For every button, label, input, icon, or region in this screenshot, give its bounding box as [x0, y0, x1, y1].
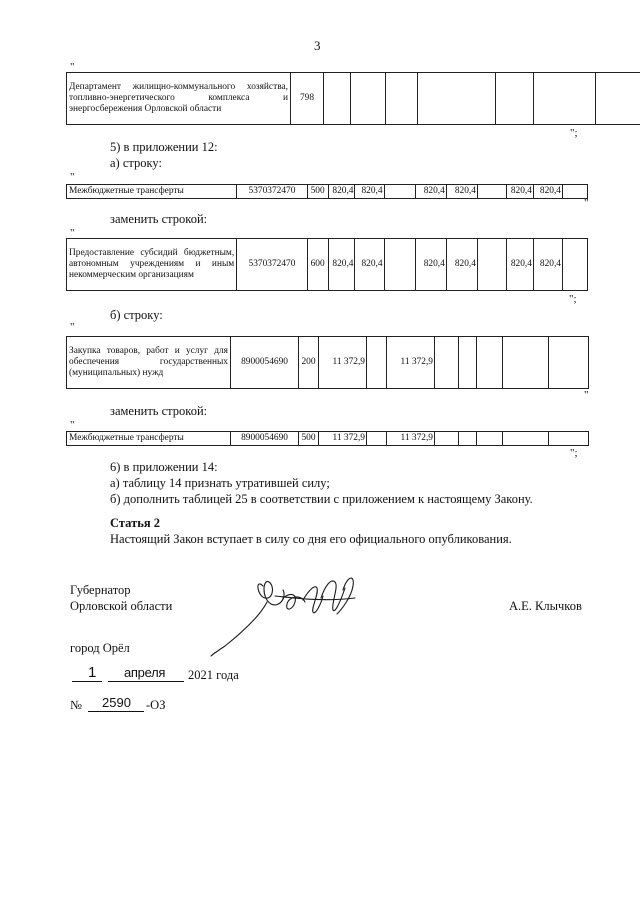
- row-value: 820,4: [533, 239, 562, 291]
- row-name: Межбюджетные трансферты: [67, 432, 231, 446]
- table-row: [67, 185, 588, 199]
- section5-replace-label-b: заменить строкой:: [110, 404, 208, 418]
- row-name: Межбюджетные трансферты: [67, 185, 237, 199]
- row-value: 820,4: [446, 185, 477, 199]
- table-row: [67, 239, 588, 291]
- row-value: 11 372,9: [387, 337, 435, 389]
- row-value: 820,4: [355, 239, 384, 291]
- close-quote: ";: [570, 127, 578, 139]
- section5-replace-label: заменить строкой:: [110, 212, 208, 226]
- row-value: 820,4: [533, 185, 562, 199]
- article2-text: Настоящий Закон вступает в силу со дня его официального опубликования.: [110, 532, 512, 546]
- row-vr: 600: [307, 239, 328, 291]
- row-value: [477, 185, 506, 199]
- open-quote: ": [584, 197, 589, 209]
- row-value: [435, 432, 459, 446]
- row-value: 820,4: [506, 239, 533, 291]
- open-quote: ": [70, 419, 75, 431]
- department-code: 798: [291, 73, 324, 125]
- row-value: [503, 432, 549, 446]
- row-5b-old-table: [66, 336, 589, 389]
- section6-item-b: б) дополнить таблицей 25 в соответствии с приложением к настоящему Закону.: [110, 492, 533, 506]
- row-value: [435, 337, 459, 389]
- governor-title-line2: Орловской области: [70, 599, 173, 613]
- row-value: 820,4: [328, 239, 355, 291]
- row-value: [459, 337, 477, 389]
- date-day-underline: [72, 681, 102, 682]
- row-value: [367, 432, 387, 446]
- row-value: [367, 337, 387, 389]
- row-5a-old-table: [66, 184, 588, 199]
- section5-b-label: б) строку:: [110, 308, 163, 322]
- row-kcsr: 8900054690: [231, 432, 299, 446]
- law-number-prefix: №: [70, 698, 82, 712]
- row-value: 820,4: [446, 239, 477, 291]
- row-value: 820,4: [415, 239, 446, 291]
- date-year: 2021 года: [188, 668, 239, 682]
- date-month: апреля: [124, 665, 166, 680]
- row-value: 820,4: [415, 185, 446, 199]
- row-value: 820,4: [328, 185, 355, 199]
- close-quote: ";: [570, 447, 578, 459]
- row-value: [459, 432, 477, 446]
- open-quote: ": [584, 389, 589, 401]
- row-kcsr: 5370372470: [237, 239, 308, 291]
- row-value: [549, 337, 589, 389]
- row-value: 11 372,9: [319, 337, 367, 389]
- governor-name: А.Е. Клычков: [509, 599, 582, 613]
- department-name: Департамент жилищно-коммунального хозяйства, топливно-энергетического комплекса и энергосбережения Орловской области: [67, 73, 291, 125]
- row-value: [562, 239, 587, 291]
- row-value: 820,4: [506, 185, 533, 199]
- governor-title-line1: Губернатор: [70, 583, 131, 597]
- row-kcsr: 8900054690: [231, 337, 299, 389]
- row-value: [384, 185, 415, 199]
- row-value: [477, 337, 503, 389]
- row-value: [549, 432, 589, 446]
- row-value: 11 372,9: [387, 432, 435, 446]
- table-row: [67, 337, 589, 389]
- table-row: [67, 432, 589, 446]
- table-row: [67, 73, 640, 125]
- handwritten-signature: [205, 568, 375, 664]
- open-quote: ": [70, 227, 75, 239]
- section6-heading: 6) в приложении 14:: [110, 460, 218, 474]
- law-number-underline: [88, 711, 144, 712]
- row-kcsr: 5370372470: [237, 185, 308, 199]
- city: город Орёл: [70, 641, 130, 655]
- row-value: 820,4: [355, 185, 384, 199]
- page-number: 3: [314, 38, 321, 53]
- date-day: 1: [88, 664, 97, 681]
- row-name: Предоставление субсидий бюджетным, автономным учреждениям и иным некоммерческим организациям: [67, 239, 237, 291]
- open-quote: ": [70, 61, 75, 73]
- row-vr: 500: [299, 432, 319, 446]
- section6-item-a: а) таблицу 14 признать утратившей силу;: [110, 476, 330, 490]
- date-month-underline: [108, 681, 184, 682]
- row-value: [477, 239, 506, 291]
- department-table: [66, 72, 640, 125]
- row-value: [384, 239, 415, 291]
- law-number-suffix: -ОЗ: [146, 698, 166, 712]
- row-value: 11 372,9: [319, 432, 367, 446]
- open-quote: ": [70, 171, 75, 183]
- close-quote: ";: [569, 293, 577, 305]
- open-quote: ": [70, 321, 75, 333]
- row-5a-new-table: [66, 238, 588, 291]
- section5-heading: 5) в приложении 12:: [110, 140, 218, 154]
- law-number-value: 2590: [102, 695, 131, 710]
- row-5b-new-table: [66, 431, 589, 446]
- row-name: Закупка товаров, работ и услуг для обеспечения государственных (муниципальных) нужд: [67, 337, 231, 389]
- row-vr: 500: [307, 185, 328, 199]
- row-value: [477, 432, 503, 446]
- article2-title: Статья 2: [110, 516, 160, 530]
- section5-a-label: а) строку:: [110, 156, 162, 170]
- row-value: [503, 337, 549, 389]
- row-vr: 200: [299, 337, 319, 389]
